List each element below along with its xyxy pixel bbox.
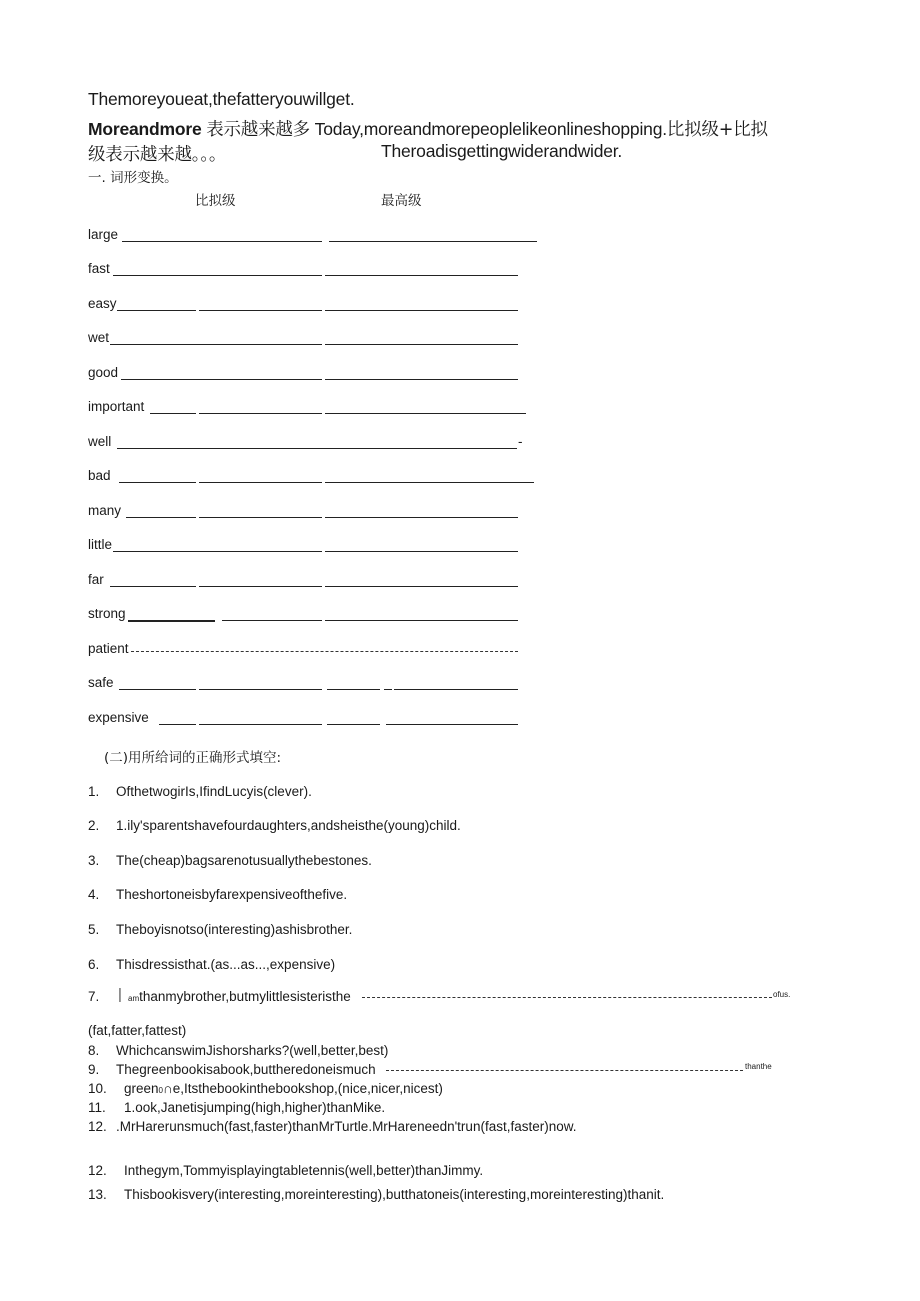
blank-strong-comparative[interactable] (222, 620, 322, 621)
blank-safe-2[interactable] (327, 689, 380, 690)
word-bad: bad (88, 468, 111, 483)
word-fast: fast (88, 261, 110, 276)
blank-important-superlative[interactable] (325, 413, 526, 414)
blank-expensive-superlative[interactable] (386, 724, 518, 725)
q5-number: 5. (88, 922, 100, 937)
word-far: far (88, 572, 104, 587)
blank-large-superlative[interactable] (329, 241, 537, 242)
q6-number: 6. (88, 957, 100, 972)
q10-number: 10. (88, 1081, 107, 1096)
blank-expensive-1[interactable] (159, 724, 196, 725)
q8-text: WhichcanswimJishorsharks?(well,better,best) (116, 1043, 389, 1058)
q9-blank[interactable] (386, 1070, 743, 1071)
blank-safe-1[interactable] (119, 689, 196, 690)
word-wet: wet (88, 330, 110, 345)
word-expensive: expensive (88, 710, 149, 725)
intro-line-1: Themoreyoueat,thefatteryouwillget. (88, 89, 355, 109)
q5-text: Theboyisnotso(interesting)ashisbrother. (116, 922, 353, 937)
word-many: many (88, 503, 122, 518)
blank-wet-superlative[interactable] (325, 344, 518, 345)
column-superlative: 最高级 (381, 193, 422, 209)
section2-title: (二)用所给词的正确形式填空: (104, 750, 282, 766)
column-comparative: 比拟级 (195, 193, 236, 209)
blank-expensive-comparative[interactable] (199, 724, 322, 725)
intro-line-3-cjk: 级表示越来越。。。 (88, 145, 227, 165)
word-large: large (88, 227, 119, 242)
blank-strong-1[interactable] (128, 620, 215, 622)
q7-text (128, 989, 351, 1004)
q10-main: ∩e,Itsthebookinthebookshop,(nice,nicer,nicest) (162, 1081, 443, 1096)
blank-bad-1[interactable] (119, 482, 196, 483)
blank-easy-comparative[interactable] (199, 310, 322, 311)
intro-line-3-example: Theroadisgettingwiderandwider. (381, 141, 623, 161)
word-easy: easy (88, 296, 117, 311)
q11-text: 1.ook,Janetisjumping(high,higher)thanMike. (124, 1100, 386, 1115)
blank-important-comparative[interactable] (199, 413, 322, 414)
q13-text: Thisbookisvery(interesting,moreinteresting),butthatoneis(interesting,moreinteresting)thanit. (124, 1187, 665, 1202)
blank-good-comparative[interactable] (121, 379, 322, 380)
blank-good-superlative[interactable] (325, 379, 518, 380)
q7-tail: ofus. (773, 990, 791, 999)
blank-easy-superlative[interactable] (325, 310, 518, 311)
blank-important-1[interactable] (150, 413, 196, 414)
blank-many-comparative[interactable] (199, 517, 322, 518)
word-good: good (88, 365, 119, 380)
blank-safe-3[interactable] (384, 689, 392, 690)
blank-bad-superlative[interactable] (325, 482, 534, 483)
q3-number: 3. (88, 853, 100, 868)
q11-number: 11. (88, 1100, 106, 1115)
q4-number: 4. (88, 887, 100, 902)
q12-text: .MrHarerunsmuch(fast,faster)thanMrTurtle.MrHareneedn'trun(fast,faster)now. (116, 1119, 577, 1134)
q3-text: The(cheap)bagsarenotusuallythebestones. (116, 853, 372, 868)
q7-options: (fat,fatter,fattest) (88, 1023, 187, 1038)
blank-strong-superlative[interactable] (325, 620, 518, 621)
q1-number: 1. (88, 784, 100, 799)
q13-number: 13. (88, 1187, 107, 1202)
intro-line-2-example: Today,moreandmorepeoplelikeonlineshopping. (314, 119, 667, 139)
q9-number: 9. (88, 1062, 100, 1077)
blank-fast-comparative[interactable] (113, 275, 322, 276)
well-suffix: - (518, 434, 523, 449)
intro-line-2-cjk2: 比拟级+比拟 (666, 120, 768, 140)
q7-blank[interactable] (362, 997, 772, 998)
blank-little-superlative[interactable] (325, 551, 518, 552)
blank-safe-superlative[interactable] (394, 689, 518, 690)
q10-text (124, 1081, 443, 1096)
q12b-text: Inthegym,Tommyisplayingtabletennis(well,better)thanJimmy. (124, 1163, 484, 1178)
intro-line-2 (88, 116, 768, 141)
word-important: important (88, 399, 145, 414)
blank-large-comparative[interactable] (122, 241, 322, 242)
blank-easy-1[interactable] (117, 310, 196, 311)
q8-number: 8. (88, 1043, 100, 1058)
blank-little-comparative[interactable] (113, 551, 322, 552)
q6-text: Thisdressisthat.(as...as...,expensive) (116, 957, 336, 972)
blank-patient[interactable] (131, 651, 518, 652)
blank-many-1[interactable] (126, 517, 196, 518)
blank-bad-comparative[interactable] (199, 482, 322, 483)
blank-far-comparative[interactable] (199, 586, 322, 587)
blank-wet-comparative[interactable] (110, 344, 322, 345)
blank-expensive-2[interactable] (327, 724, 380, 725)
q9-tail: thanthe (745, 1062, 772, 1071)
word-little: little (88, 537, 113, 552)
blank-many-superlative[interactable] (325, 517, 518, 518)
word-safe: safe (88, 675, 114, 690)
q10-sub: 0 (158, 1086, 163, 1095)
q12b-number: 12. (88, 1163, 107, 1178)
blank-safe-comparative[interactable] (199, 689, 322, 690)
word-strong: strong (88, 606, 126, 621)
q12-number: 12. (88, 1119, 107, 1134)
intro-line-2-bold: Moreandmore (88, 119, 202, 139)
q1-text: OfthetwogirIs,IfindLucyis(clever). (116, 784, 312, 799)
q10-pre: green (124, 1081, 159, 1096)
blank-fast-superlative[interactable] (325, 275, 518, 276)
blank-far-superlative[interactable] (325, 586, 518, 587)
q2-text: 1.ily'sparentshavefourdaughters,andsheisthe(young)child. (116, 818, 461, 833)
q9-text: Thegreenbookisabook,buttheredoneismuch (116, 1062, 376, 1077)
q7-number: 7. (88, 989, 100, 1004)
blank-far-1[interactable] (110, 586, 196, 587)
q7-main: thanmybrother,butmylittlesisteristhe (139, 989, 351, 1004)
word-well: well (88, 434, 112, 449)
q7-sub: am (128, 994, 140, 1003)
blank-well[interactable] (117, 448, 517, 449)
q2-number: 2. (88, 818, 100, 833)
intro-line-2-cjk: 表示越来越多 (206, 120, 310, 140)
word-patient: patient (88, 641, 129, 656)
q4-text: Theshortoneisbyfarexpensiveofthefive. (116, 887, 348, 902)
section1-title: 一. 词形变换。 (88, 170, 178, 186)
q7-bar: | (118, 986, 122, 1003)
